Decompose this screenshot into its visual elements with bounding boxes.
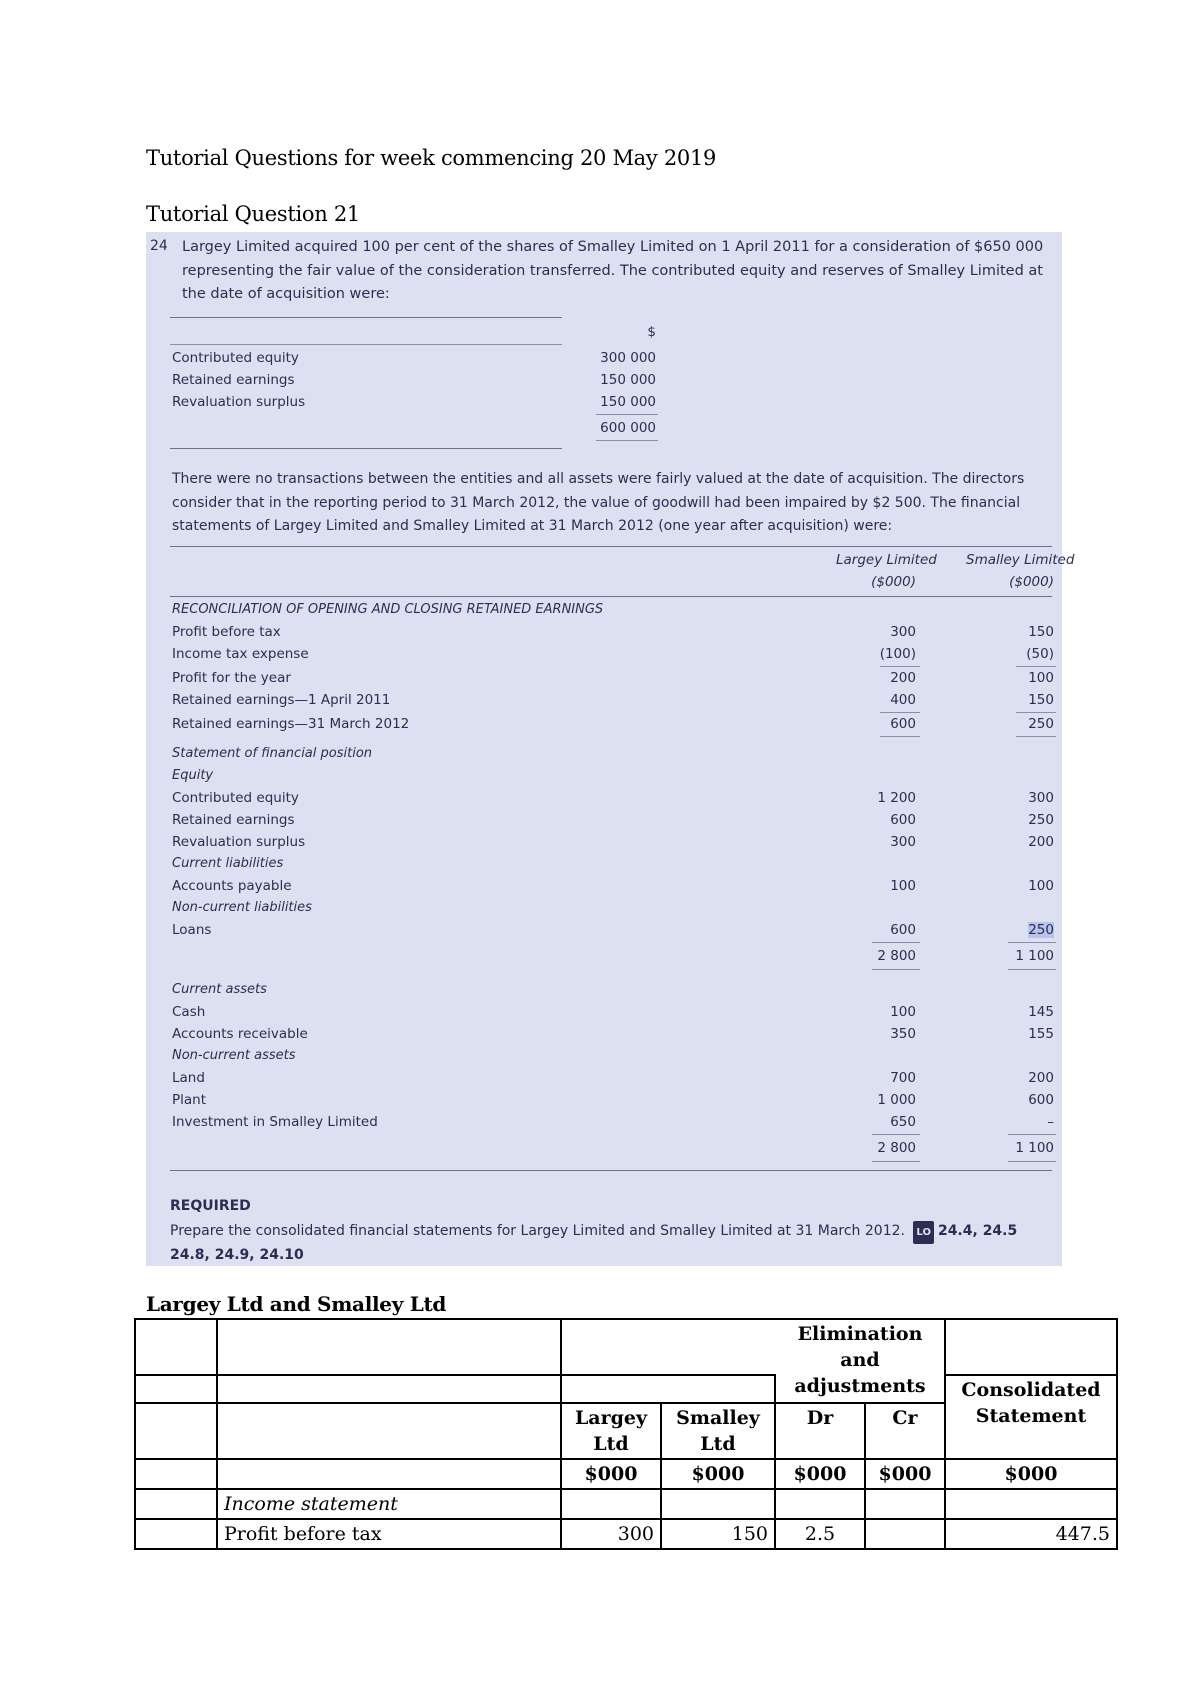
empty-cell: [135, 1459, 217, 1489]
question-label: Tutorial Question 21: [146, 202, 360, 226]
empty-cell: [561, 1319, 775, 1375]
empty-cell: [135, 1489, 217, 1519]
subtotal-rule: [880, 666, 920, 667]
value-largey: 100: [890, 878, 916, 894]
empty-cell: [217, 1459, 561, 1489]
textbook-excerpt: [146, 232, 1075, 1266]
total-rule: [1016, 736, 1056, 737]
empty-cell: [135, 1319, 217, 1375]
unit-dr: $000: [775, 1459, 865, 1489]
row-label: Profit for the year: [172, 670, 291, 686]
consolidated-header: Consolidated Statement: [945, 1375, 1117, 1459]
total-smalley: 1 100: [1015, 948, 1054, 964]
col-header-cr: Cr: [865, 1403, 945, 1459]
value-smalley: 150: [1028, 624, 1054, 640]
row-label: Loans: [172, 922, 212, 938]
section-heading: Non-current assets: [172, 1048, 296, 1063]
row-label: Plant: [172, 1092, 207, 1108]
value-largey: 100: [890, 1004, 916, 1020]
total-rule: [596, 440, 658, 441]
empty-cell: [775, 1489, 865, 1519]
value-largey: 600: [890, 716, 916, 732]
question-intro: Largey Limited acquired 100 per cent of the shares of Smalley Limited on 1 April 2011 for a consideration of $650 000 representing the fair value of the consideration transferred. The contributed equity and reserves of Smalley Limited at the date of acquisition were:: [182, 239, 1044, 302]
empty-cell: [135, 1519, 217, 1549]
row-label: Retained earnings—1 April 2011: [172, 692, 391, 708]
empty-cell: [865, 1489, 945, 1519]
section-income-statement: Income statement: [217, 1489, 561, 1519]
cell-largey: 300: [561, 1519, 661, 1549]
total-rule: [872, 1161, 920, 1162]
value-smalley: 200: [1028, 1070, 1054, 1086]
row-label: Land: [172, 1070, 205, 1086]
value-smalley: 200: [1028, 834, 1054, 850]
col-header-smalley: Smalley Limited: [966, 552, 1075, 568]
cell-smalley: 150: [661, 1519, 775, 1549]
row-label: Contributed equity: [172, 790, 299, 806]
learning-objective-icon: LO: [913, 1221, 934, 1244]
empty-cell: [135, 1403, 217, 1459]
section-heading: Statement of financial position: [172, 746, 373, 761]
selected-value-highlight: 250: [1028, 922, 1054, 938]
value-largey: (100): [879, 646, 916, 662]
acq-row-value: 150 000: [600, 394, 656, 410]
row-label: Retained earnings—31 March 2012: [172, 716, 410, 732]
total-rule: [1008, 969, 1056, 970]
value-largey: 600: [890, 812, 916, 828]
empty-cell: [135, 1375, 217, 1403]
value-largey: 600: [890, 922, 916, 938]
value-largey: 700: [890, 1070, 916, 1086]
empty-cell: [561, 1489, 661, 1519]
acq-row-label: Revaluation surplus: [172, 394, 306, 410]
table-rule: [170, 448, 562, 449]
value-smalley: 100: [1028, 878, 1054, 894]
value-smalley: (50): [1026, 646, 1054, 662]
value-smalley: [966, 922, 1054, 938]
table-row: [135, 1519, 1117, 1549]
row-label: Accounts receivable: [172, 1026, 308, 1042]
value-largey: 300: [890, 834, 916, 850]
acq-total: 600 000: [600, 420, 656, 436]
elimination-header: Elimination and adjustments: [775, 1319, 945, 1403]
total-rule: [872, 969, 920, 970]
row-label: Profit before tax: [172, 624, 281, 640]
col-header-largey: Largey Limited: [836, 552, 937, 568]
subtotal-rule: [872, 1134, 920, 1135]
empty-cell: [217, 1319, 561, 1375]
subtotal-rule: [1008, 1134, 1056, 1135]
row-label: Investment in Smalley Limited: [172, 1114, 378, 1130]
col-header-largey: Largey Ltd: [561, 1403, 661, 1459]
cell-dr: 2.5: [775, 1519, 865, 1549]
col-header-dr: Dr: [775, 1403, 865, 1459]
required-text: [170, 1220, 1050, 1267]
unit-largey: $000: [561, 1459, 661, 1489]
unit-consolidated: $000: [945, 1459, 1117, 1489]
subtotal-rule: [872, 942, 920, 943]
section-heading: Equity: [172, 768, 214, 783]
subtotal-rule: [596, 414, 658, 415]
row-label: Accounts payable: [172, 878, 292, 894]
empty-cell: [217, 1375, 561, 1403]
total-largey: 2 800: [877, 1140, 916, 1156]
value-largey: 1 000: [877, 1092, 916, 1108]
page-heading: Tutorial Questions for week commencing 20 May 2019: [146, 146, 717, 170]
row-label: Retained earnings: [172, 812, 295, 828]
empty-cell: [561, 1375, 775, 1403]
value-smalley: 250: [1028, 812, 1054, 828]
value-smalley: 600: [1028, 1092, 1054, 1108]
value-largey: 300: [890, 624, 916, 640]
unit-smalley: $000: [661, 1459, 775, 1489]
section-heading: Current liabilities: [172, 856, 284, 871]
consolidation-worksheet: [134, 1318, 1118, 1550]
acq-column-header: $: [647, 324, 656, 340]
total-rule: [1008, 1161, 1056, 1162]
table-rule: [170, 1170, 1052, 1171]
value-smalley: –: [1047, 1114, 1054, 1130]
required-heading: REQUIRED: [170, 1198, 251, 1214]
value-smalley: 300: [1028, 790, 1054, 806]
empty-cell: [945, 1489, 1117, 1519]
value-smalley: 250: [1028, 716, 1054, 732]
row-label: Revaluation surplus: [172, 834, 306, 850]
value-largey: 200: [890, 670, 916, 686]
question-paragraph: There were no transactions between the entities and all assets were fairly valued at the date of acquisition. The directors consider that in the reporting period to 31 March 2012, the value of goodwill had been impaired by $2 500. The financial statements of Largey Limited and Smalley Limited at 31 March 2012 (one year after acquisition) were:: [172, 471, 1025, 534]
cell-cr: [865, 1519, 945, 1549]
row-label: Cash: [172, 1004, 206, 1020]
row-label: Profit before tax: [217, 1519, 561, 1549]
total-rule: [880, 736, 920, 737]
value-largey: 650: [890, 1114, 916, 1130]
value-smalley: 100: [1028, 670, 1054, 686]
question-number: 24: [150, 238, 168, 254]
acq-row-label: Retained earnings: [172, 372, 295, 388]
learning-objective-refs: 24.4, 24.5 24.8, 24.9, 24.10: [170, 1223, 1018, 1263]
acq-row-value: 150 000: [600, 372, 656, 388]
worksheet-title: Largey Ltd and Smalley Ltd: [146, 1292, 447, 1316]
value-largey: 1 200: [877, 790, 916, 806]
section-heading: Non-current liabilities: [172, 900, 312, 915]
subtotal-rule: [1016, 666, 1056, 667]
required-instruction: Prepare the consolidated financial statements for Largey Limited and Smalley Limited at 31 March 2012.: [170, 1223, 905, 1239]
col-header-smalley: Smalley Ltd: [661, 1403, 775, 1459]
value-smalley: 150: [1028, 692, 1054, 708]
table-rule: [170, 344, 562, 345]
subtotal-rule: [1008, 942, 1056, 943]
acq-row-label: Contributed equity: [172, 350, 299, 366]
empty-cell: [945, 1319, 1117, 1375]
value-smalley: 145: [1028, 1004, 1054, 1020]
table-rule: [170, 317, 562, 318]
col-unit-largey: ($000): [871, 574, 916, 590]
section-heading: RECONCILIATION OF OPENING AND CLOSING RETAINED EARNINGS: [172, 602, 604, 617]
row-label: Income tax expense: [172, 646, 309, 662]
empty-cell: [217, 1403, 561, 1459]
acq-row-value: 300 000: [600, 350, 656, 366]
value-smalley: 155: [1028, 1026, 1054, 1042]
unit-cr: $000: [865, 1459, 945, 1489]
total-largey: 2 800: [877, 948, 916, 964]
col-unit-smalley: ($000): [1009, 574, 1054, 590]
table-rule: [170, 546, 1052, 547]
value-largey: 400: [890, 692, 916, 708]
total-smalley: 1 100: [1015, 1140, 1054, 1156]
cell-consolidated: 447.5: [945, 1519, 1117, 1549]
subtotal-rule: [880, 712, 920, 713]
table-rule: [170, 596, 1052, 597]
section-heading: Current assets: [172, 982, 267, 997]
empty-cell: [661, 1489, 775, 1519]
value-largey: 350: [890, 1026, 916, 1042]
subtotal-rule: [1016, 712, 1056, 713]
